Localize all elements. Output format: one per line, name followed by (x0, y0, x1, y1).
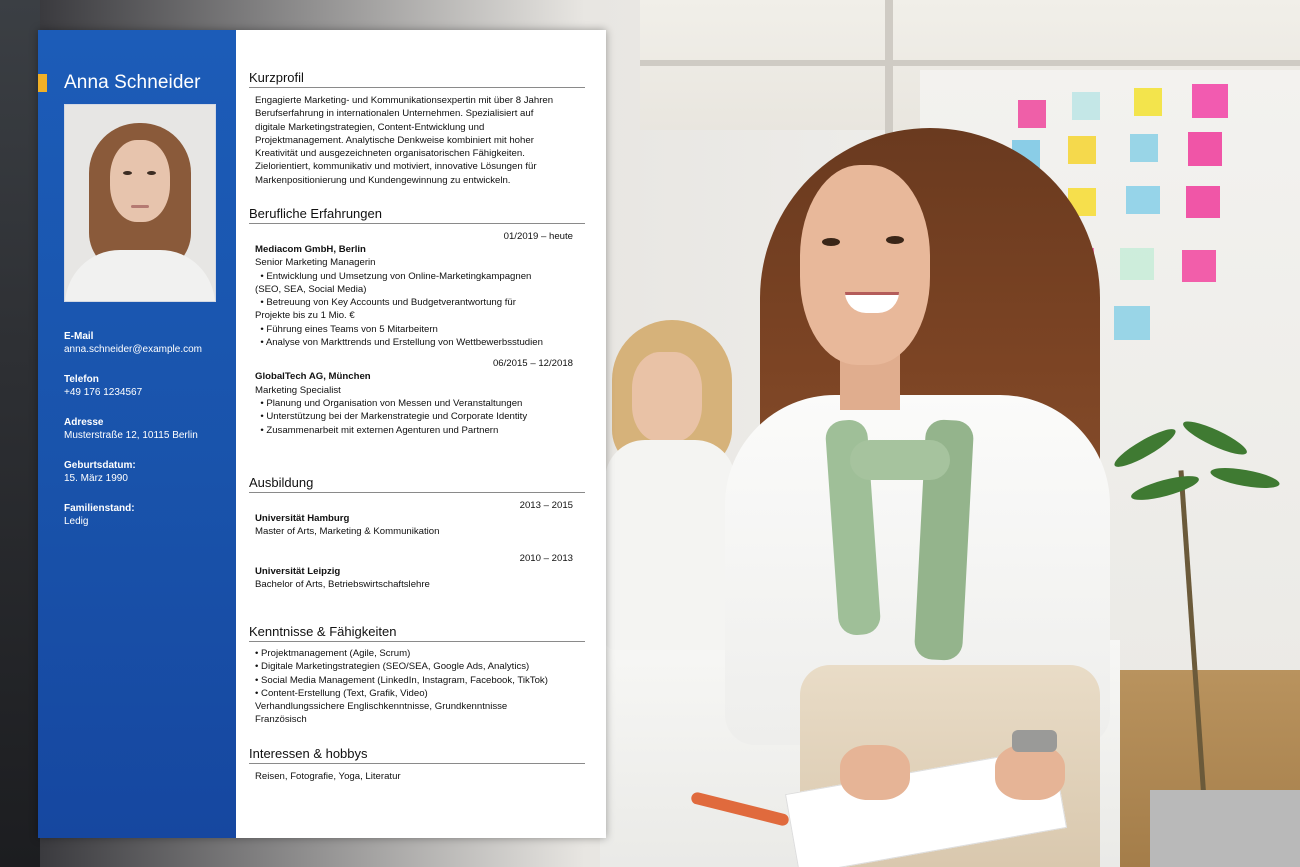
contact-value: +49 176 1234567 (64, 387, 143, 398)
job-company: Mediacom GmbH, Berlin (255, 244, 366, 255)
profile-line: Engagierte Marketing- und Kommunikationsexpertin mit über 8 Jahren (255, 95, 554, 106)
sticky-note (1114, 306, 1150, 340)
profile-line: Markenpositionierung und Kundengewinnung zu entwickeln. (255, 174, 511, 186)
cv-sidebar (38, 30, 236, 838)
job-duty: (SEO, SEA, Social Media) (255, 283, 367, 295)
contact-label: Familienstand: (64, 503, 135, 514)
education-date: 2010 – 2013 (519, 552, 573, 564)
woman-eye (822, 238, 840, 246)
photo-shirt (65, 250, 215, 302)
contact-phone (64, 373, 229, 399)
woman-eye (886, 236, 904, 244)
contact-birthdate (64, 459, 229, 485)
background-dark-edge (0, 0, 40, 867)
contact-list (64, 330, 229, 545)
skills-list (249, 647, 585, 727)
profile-line: Projektmanagement. Analytische Denkweise kombiniert mit hoher (255, 134, 534, 146)
section-interests (249, 746, 585, 783)
contact-email (64, 330, 229, 356)
sticky-note (1018, 100, 1046, 128)
cv-document (38, 30, 606, 838)
coworker-face (632, 352, 702, 442)
skill-item: • Projektmanagement (Agile, Scrum) (255, 648, 411, 659)
interests-text: Reisen, Fotografie, Yoga, Literatur (255, 771, 401, 782)
woman-hand (995, 745, 1065, 800)
contact-marital-status (64, 502, 229, 528)
section-title: Ausbildung (249, 475, 585, 493)
job-duty: Projekte bis zu 1 Mio. € (255, 310, 355, 322)
job-duty: • Betreuung von Key Accounts und Budgetverantwortung für (255, 297, 516, 309)
job-date: 01/2019 – heute (503, 231, 573, 242)
section-title: Kurzprofil (249, 70, 585, 88)
job-duty: • Planung und Organisation von Messen und Veranstaltungen (255, 397, 523, 409)
contact-value: 15. März 1990 (64, 473, 128, 484)
job-duty: • Analyse von Markttrends und Erstellung von Wettbewerbsstudien (255, 337, 543, 349)
photo-mouth (131, 205, 149, 208)
name-accent-bar (38, 74, 47, 92)
profile-line: Kreativität und ausgezeichneten organisatorischen Fähigkeiten. (255, 148, 525, 160)
education-school: Universität Leipzig (255, 565, 341, 577)
section-title: Berufliche Erfahrungen (249, 206, 585, 224)
skill-item: Französisch (255, 714, 307, 726)
education-degree: Bachelor of Arts, Betriebswirtschaftslehre (255, 578, 430, 590)
skill-item: Verhandlungssichere Englischkenntnisse, Grundkenntnisse (255, 701, 508, 713)
sticky-note (1188, 132, 1222, 166)
skill-item: • Social Media Management (LinkedIn, Instagram, Facebook, TikTok) (255, 674, 548, 686)
job-duty: • Zusammenarbeit mit externen Agenturen und Partnern (255, 424, 499, 436)
woman-hand (840, 745, 910, 800)
profile-line: Zielorientiert, kommunikativ und motiviert, innovative Lösungen für (255, 161, 537, 173)
window-frame (640, 60, 1300, 66)
contact-value: anna.schneider@example.com (64, 344, 203, 355)
contact-value: Ledig (64, 516, 89, 527)
profile-line: Berufserfahrung in internationalen Unternehmen. Spezialisiert auf (255, 108, 534, 120)
sticky-note (1130, 134, 1158, 162)
sticky-note (1126, 186, 1160, 214)
contact-label: Adresse (64, 417, 104, 428)
sticky-note (1182, 250, 1216, 282)
section-education (249, 475, 585, 591)
skill-item: • Content-Erstellung (Text, Grafik, Video) (255, 687, 428, 699)
contact-label: Geburtsdatum: (64, 460, 136, 471)
job-duty: • Entwicklung und Umsetzung von Online-Marketingkampagnen (255, 270, 532, 282)
profile-photo (64, 104, 216, 302)
contact-label: E-Mail (64, 331, 94, 342)
photo-eye (123, 171, 132, 175)
section-skills (249, 624, 585, 727)
section-profile (249, 70, 585, 187)
sticky-note (1120, 248, 1154, 280)
sweater-knot (850, 440, 950, 480)
education-date: 2013 – 2015 (519, 500, 573, 511)
plant-pot (1150, 790, 1300, 867)
sticky-note (1072, 92, 1100, 120)
profile-line: digitale Marketingstrategien, Content-Entwicklung und (255, 121, 485, 133)
sticky-note (1186, 186, 1220, 218)
contact-label: Telefon (64, 374, 99, 385)
candidate-name: Anna Schneider (64, 72, 201, 93)
job-company: GlobalTech AG, München (255, 371, 371, 383)
contact-value: Musterstraße 12, 10115 Berlin (64, 430, 198, 441)
sticky-note (1068, 136, 1096, 164)
section-experience (249, 206, 585, 437)
education-degree: Master of Arts, Marketing & Kommunikation (255, 526, 440, 538)
job-duties (249, 397, 585, 437)
job-duties (249, 270, 585, 350)
section-title: Interessen & hobbys (249, 746, 585, 764)
job-duty: • Führung eines Teams von 5 Mitarbeitern (255, 323, 438, 335)
job-duty: • Unterstützung bei der Markenstrategie und Corporate Identity (255, 411, 528, 423)
wristwatch (1012, 730, 1057, 752)
education-school: Universität Hamburg (255, 513, 350, 524)
job-date: 06/2015 – 12/2018 (492, 358, 573, 370)
section-title: Kenntnisse & Fähigkeiten (249, 624, 585, 642)
profile-text (249, 94, 585, 187)
job-role: Marketing Specialist (255, 384, 341, 396)
skill-item: • Digitale Marketingstrategien (SEO/SEA, Google Ads, Analytics) (255, 661, 530, 673)
sticky-note (1134, 88, 1162, 116)
coworker-body (605, 440, 735, 650)
contact-address (64, 416, 229, 442)
photo-face (110, 140, 170, 222)
sticky-note (1192, 84, 1228, 118)
job-role: Senior Marketing Managerin (255, 257, 376, 269)
woman-face (800, 165, 930, 365)
photo-eye (147, 171, 156, 175)
